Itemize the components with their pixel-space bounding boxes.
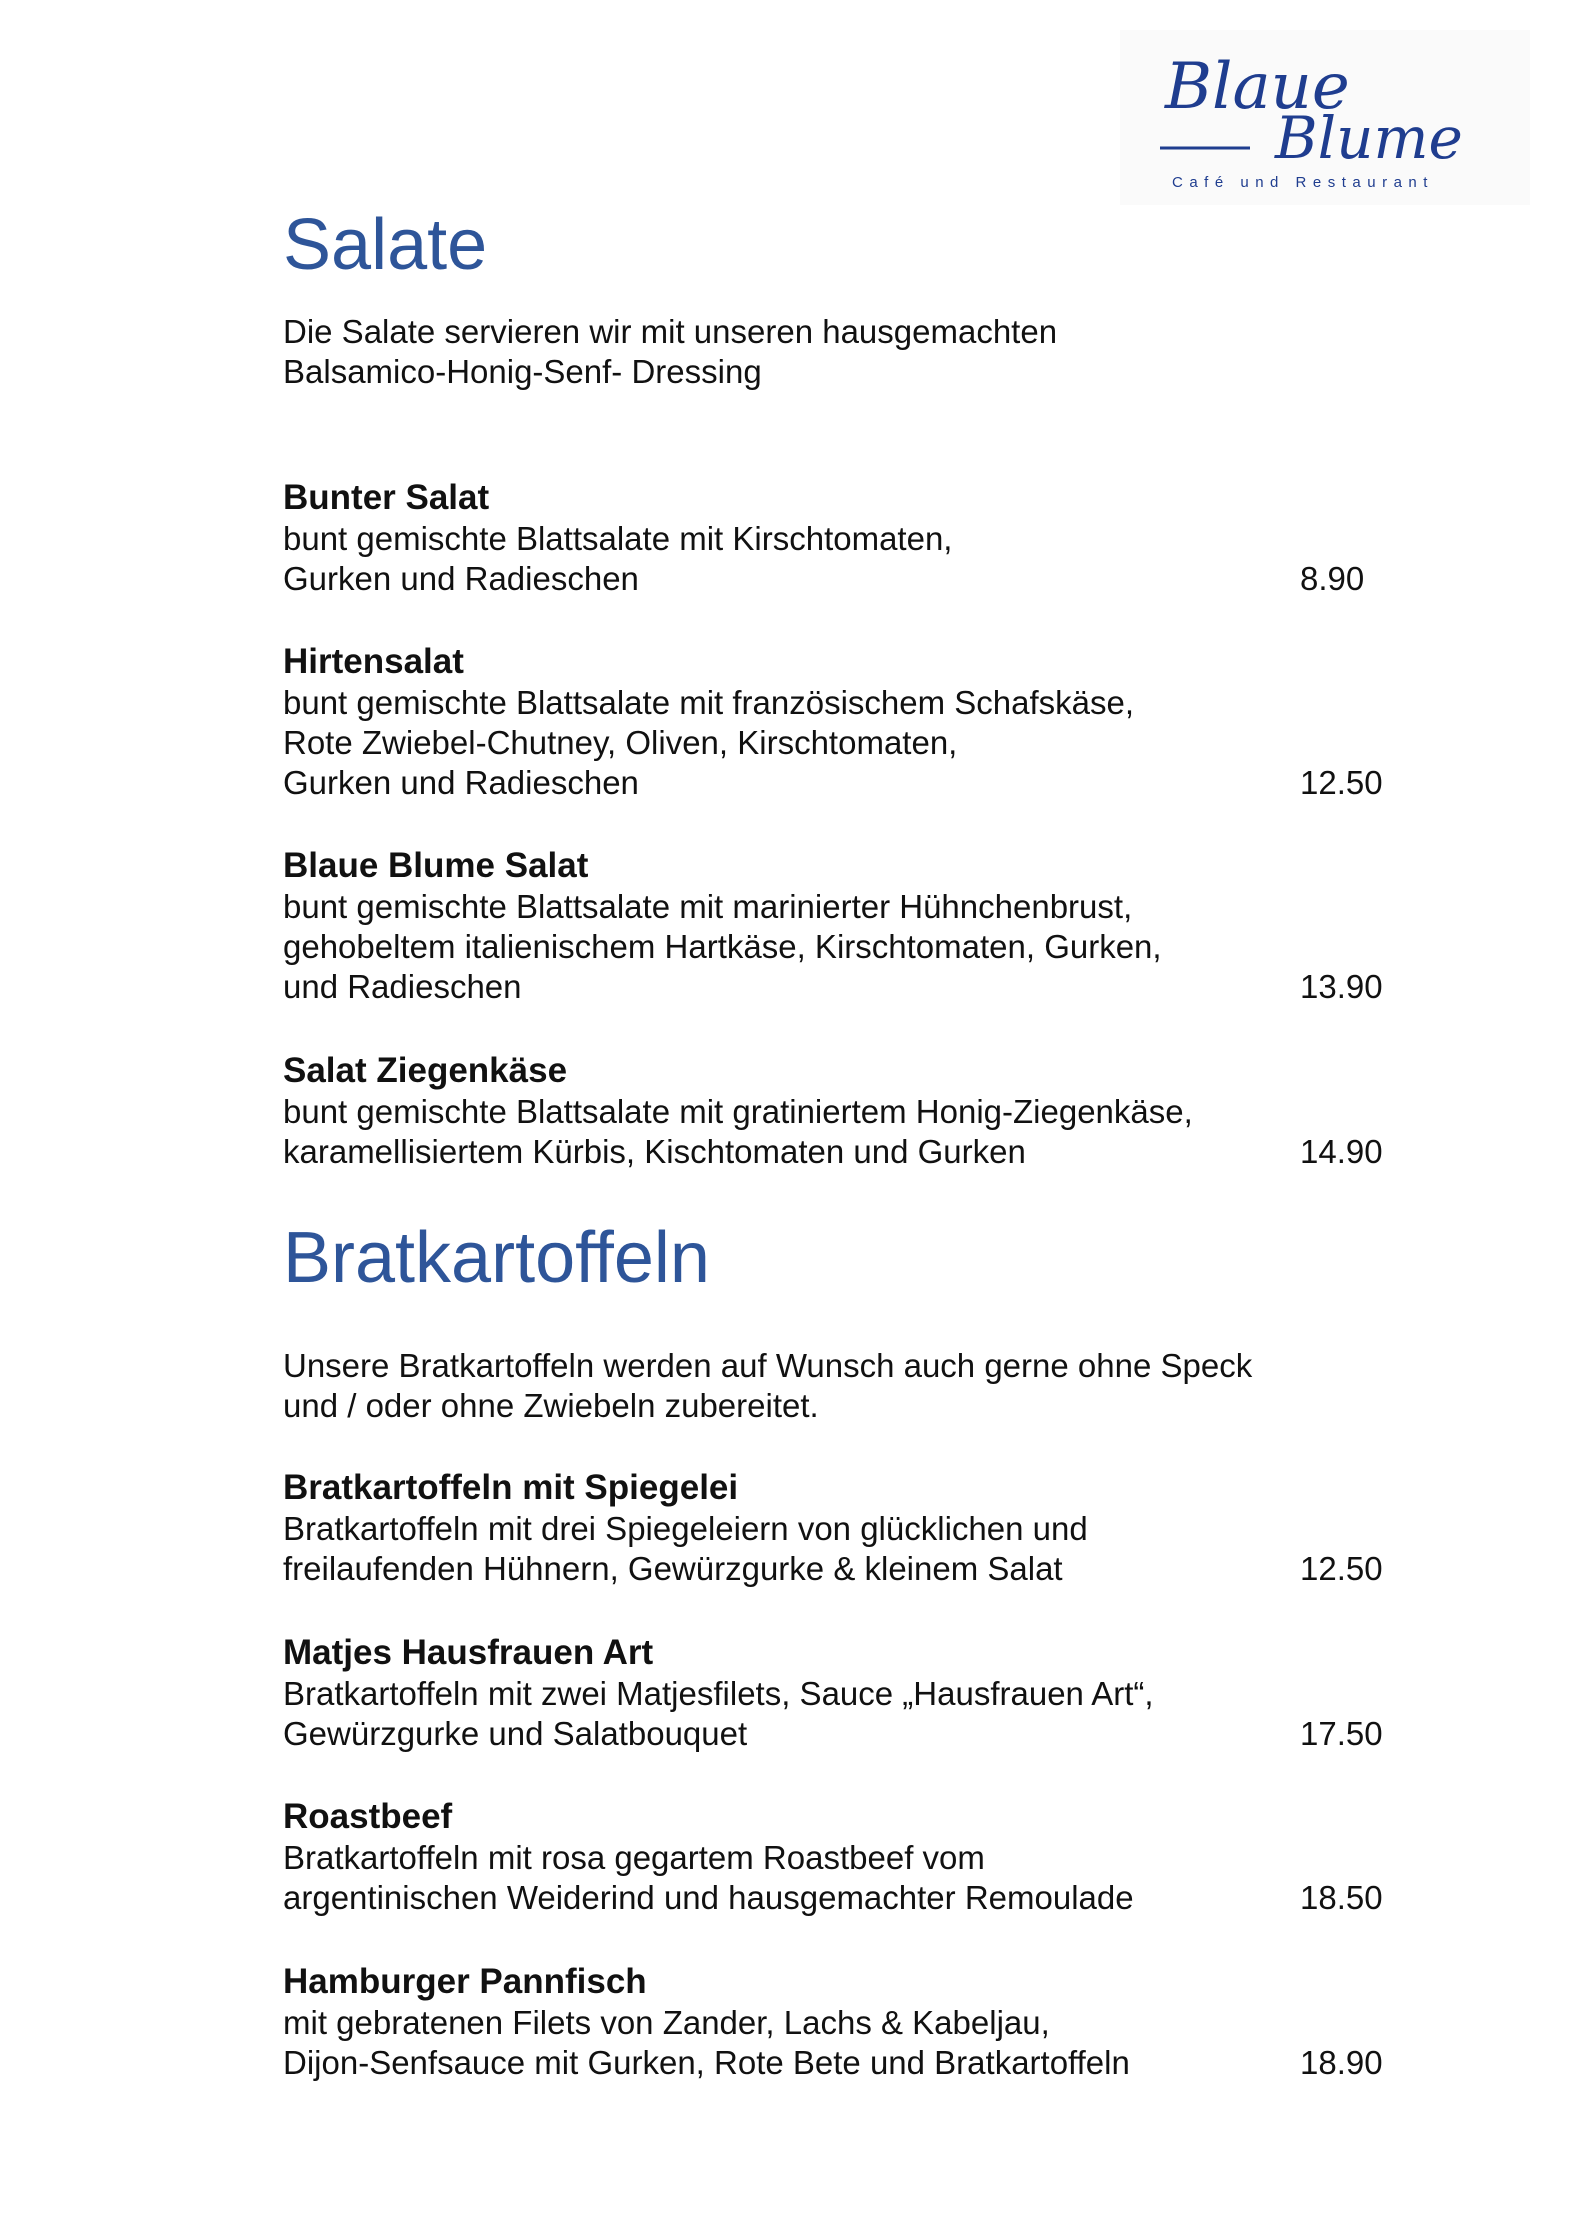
item-description-text: Dijon-Senfsauce mit Gurken, Rote Bete und Bratkartoffeln [283, 2044, 1130, 2081]
item-name: Hamburger Pannfisch [283, 1962, 647, 2001]
item-description-line: Bratkartoffeln mit drei Spiegeleiern von glücklichen und [283, 1510, 1088, 1547]
item-name: Salat Ziegenkäse [283, 1051, 568, 1090]
item-description-line [283, 1132, 1393, 1172]
menu-item [283, 845, 1393, 1007]
item-description-text: argentinischen Weiderind und hausgemachter Remoulade [283, 1879, 1134, 1916]
item-description-text: freilaufenden Hühnern, Gewürzgurke & kleinem Salat [283, 1550, 1063, 1587]
item-description-line: bunt gemischte Blattsalate mit gratiniertem Honig-Ziegenkäse, [283, 1093, 1193, 1130]
section-title-bratkartoffeln: Bratkartoffeln [283, 1218, 710, 1298]
intro-line: und / oder ohne Zwiebeln zubereitet. [283, 1387, 819, 1424]
item-price: 14.90 [1300, 1133, 1383, 1170]
item-description-text: Gurken und Radieschen [283, 764, 639, 801]
logo-line1: Blaue [1165, 50, 1350, 124]
intro-line: Unsere Bratkartoffeln werden auf Wunsch auch gerne ohne Speck [283, 1347, 1253, 1384]
menu-item [283, 477, 1393, 599]
section-title-salate: Salate [283, 205, 488, 285]
intro-line: Die Salate servieren wir mit unseren hausgemachten [283, 313, 1058, 350]
item-name: Roastbeef [283, 1797, 453, 1836]
item-description-line [283, 763, 1393, 803]
logo-line2: Blume [1275, 104, 1463, 172]
item-name: Matjes Hausfrauen Art [283, 1633, 654, 1672]
item-description-line [283, 1549, 1393, 1589]
menu-item [283, 1632, 1393, 1754]
section-intro-salate [283, 312, 1057, 392]
item-description-text: Gewürzgurke und Salatbouquet [283, 1715, 748, 1752]
item-name: Bratkartoffeln mit Spiegelei [283, 1468, 739, 1507]
item-description-line: Bratkartoffeln mit rosa gegartem Roastbeef vom [283, 1839, 985, 1876]
item-description-line: bunt gemischte Blattsalate mit marinierter Hühnchenbrust, [283, 888, 1133, 925]
section-intro-bratkartoffeln [283, 1346, 1252, 1426]
item-description-line [283, 967, 1393, 1007]
item-description-text: Gurken und Radieschen [283, 560, 639, 597]
intro-line: Balsamico-Honig-Senf- Dressing [283, 353, 762, 390]
item-price: 18.50 [1300, 1879, 1383, 1916]
item-price: 8.90 [1300, 560, 1365, 597]
item-description-line: bunt gemischte Blattsalate mit französischem Schafskäse, [283, 684, 1135, 721]
item-name: Blaue Blume Salat [283, 846, 589, 885]
restaurant-logo [1120, 30, 1530, 205]
item-description-line: Rote Zwiebel-Chutney, Oliven, Kirschtomaten, [283, 724, 958, 761]
menu-item [283, 641, 1393, 803]
item-description-line [283, 1878, 1393, 1918]
menu-item [283, 1467, 1393, 1589]
item-price: 17.50 [1300, 1715, 1383, 1752]
item-price: 18.90 [1300, 2044, 1383, 2081]
item-name: Bunter Salat [283, 478, 490, 517]
item-description-line [283, 559, 1393, 599]
menu-item [283, 1050, 1393, 1172]
item-description-line [283, 2043, 1393, 2083]
item-name: Hirtensalat [283, 642, 464, 681]
item-description-text: und Radieschen [283, 968, 522, 1005]
item-description-line: gehobeltem italienischem Hartkäse, Kirschtomaten, Gurken, [283, 928, 1162, 965]
item-description-line: mit gebratenen Filets von Zander, Lachs & Kabeljau, [283, 2004, 1050, 2041]
item-description-line: bunt gemischte Blattsalate mit Kirschtomaten, [283, 520, 953, 557]
menu-item [283, 1796, 1393, 1918]
item-description-line: Bratkartoffeln mit zwei Matjesfilets, Sauce „Hausfrauen Art“, [283, 1675, 1154, 1712]
item-price: 12.50 [1300, 1550, 1383, 1587]
item-price: 13.90 [1300, 968, 1383, 1005]
logo-tagline: Café und Restaurant [1172, 174, 1434, 191]
menu-item [283, 1961, 1393, 2083]
item-price: 12.50 [1300, 764, 1383, 801]
item-description-text: karamellisiertem Kürbis, Kischtomaten und Gurken [283, 1133, 1026, 1170]
item-description-line [283, 1714, 1393, 1754]
